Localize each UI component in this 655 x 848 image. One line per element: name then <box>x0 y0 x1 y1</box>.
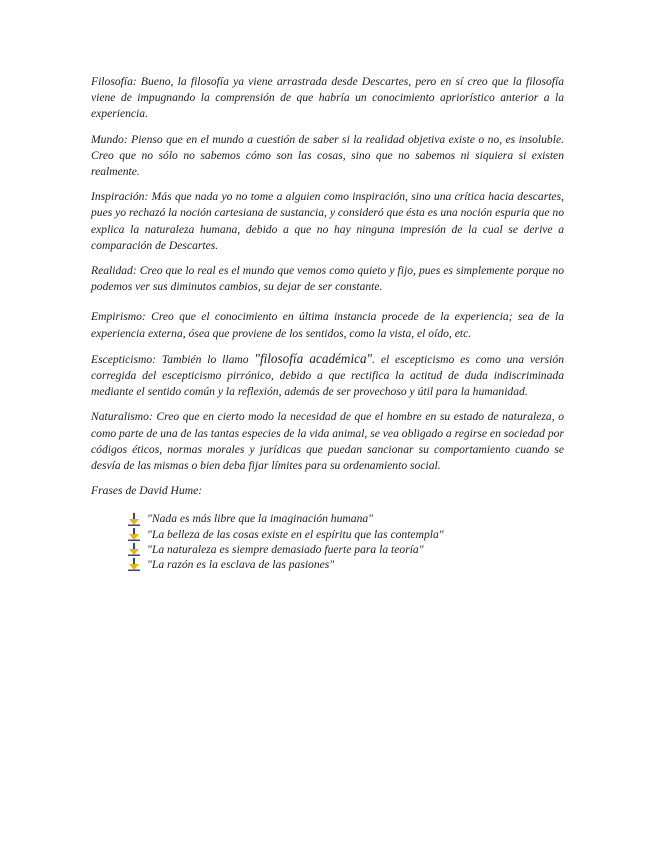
quote-text: "La belleza de las cosas existe en el espíritu que las contempla" <box>147 527 444 541</box>
list-item <box>128 542 564 557</box>
paragraph-label: Filosofía: <box>91 75 137 88</box>
arrow-down-icon <box>128 528 140 541</box>
paragraph-inspiracion <box>91 189 564 254</box>
paragraph-label: Naturalismo: <box>91 410 153 424</box>
list-item <box>128 527 564 542</box>
list-item <box>128 511 564 526</box>
paragraph-text: Bueno, la filosofía ya viene arrastrada desde Descartes, pero en sí creo que la filosofía viene de impugnando la comprensión de que habría un conocimiento apriorístico anterior a la experiencia. <box>91 75 564 121</box>
quotes-list <box>128 511 564 572</box>
arrow-down-icon <box>128 543 140 556</box>
paragraph-naturalismo <box>91 409 564 474</box>
paragraph-text: Creo que lo real es el mundo que vemos como quieto y fijo, pues es simplemente porque no podemos ver sus diminutos cambios, su dejar de ser constante. <box>91 264 564 294</box>
paragraph-label: Realidad: <box>91 264 137 278</box>
paragraph-realidad <box>91 263 564 295</box>
paragraph-label: Mundo: <box>91 132 128 146</box>
document-page <box>91 74 564 572</box>
paragraph-text: Pienso que en el mundo a cuestión de saber si la realidad objetiva existe o no, es insoluble. Creo que no sólo no sabemos cómo son las cosas, sino que no sabemos ni siquiera si existen realmente. <box>91 132 564 179</box>
frases-heading: Frases de David Hume: <box>91 484 203 498</box>
paragraph-text: . el escepticismo es como una versión corregida del escepticismo pirrónico, debido a que rectifica la actitud de duda indiscriminada mediante el sentido común y la reflexión, además de ser provechoso y útil para la humanidad. <box>91 352 564 399</box>
paragraph-text: También lo llamo <box>156 352 255 366</box>
paragraph-text: Creo que en cierto modo la necesidad de que el hombre en su estado de naturaleza, o como parte de una de las tantas especies de la vida animal, se vea obligado a regirse en sociedad por códigos éticos, normas morales y jurídicas que puedan sancionar su comportamiento cuando se desvía de las mismas o bien deba fijar límites para su ordenamiento social. <box>91 410 564 473</box>
list-item <box>128 557 564 572</box>
paragraph-text: Más que nada yo no tome a alguien como inspiración, sino una crítica hacia descartes, pues yo rechazó la noción cartesiana de sustancia, y consideró que ésta es una noción espuria que no explica la naturaleza humana, debido a que no hay ninguna impresión de la cual se derive a comparación de Descartes. <box>91 190 564 252</box>
quote-text: "La razón es la esclava de las pasiones" <box>147 558 335 572</box>
arrow-down-icon <box>128 558 140 571</box>
paragraph-filosofia <box>91 74 564 123</box>
quote-text: "La naturaleza es siempre demasiado fuerte para la teoría" <box>147 542 424 556</box>
paragraph-escepticismo <box>91 351 564 401</box>
paragraph-empirismo <box>91 309 564 341</box>
arrow-down-icon <box>128 513 140 526</box>
quote-text: "Nada es más libre que la imaginación humana" <box>147 512 374 526</box>
paragraph-label: Escepticismo: <box>91 352 157 366</box>
emphasis-text: "filosofía académica" <box>254 350 373 366</box>
paragraph-label: Empirismo: <box>91 310 146 324</box>
paragraph-label: Inspiración: <box>91 190 149 204</box>
paragraph-mundo <box>91 132 564 181</box>
paragraph-text: Creo que el conocimiento en última instancia procede de la experiencia; sea de la experiencia externa, ósea que proviene de los sentidos, como la vista, el oído, etc. <box>91 310 564 340</box>
